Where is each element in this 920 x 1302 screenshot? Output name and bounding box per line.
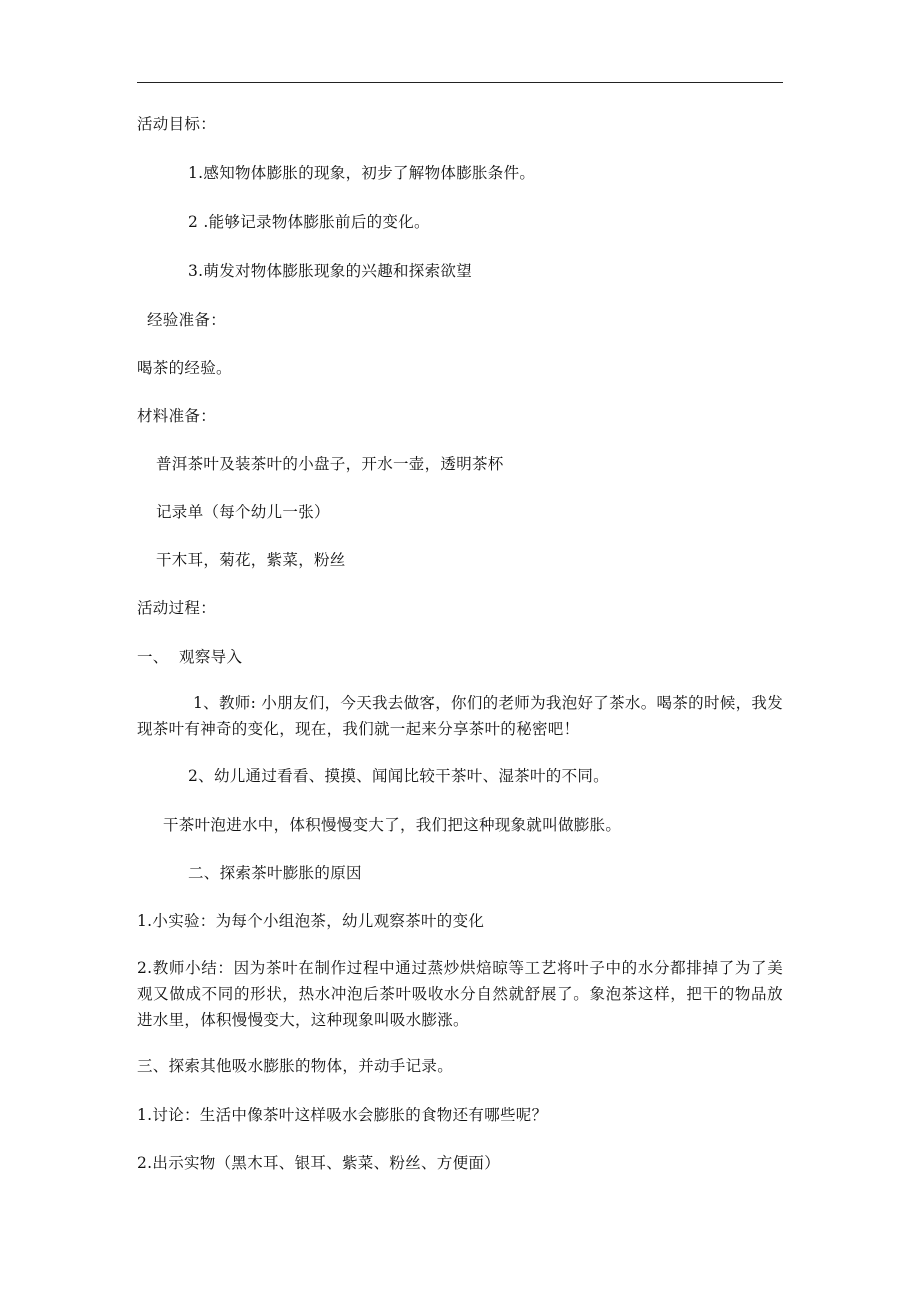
section-2-title: 二、探索茶叶膨胀的原因 (188, 864, 362, 882)
step-2-2: 2.教师小结：因为茶叶在制作过程中通过蒸炒烘焙晾等工艺将叶子中的水分都排掉了为了美观又做成不同的形状，热水冲泡后茶叶吸收水分自然就舒展了。象泡茶这样，把干的物品放进水里，体积慢慢变大，这种现象叫吸水膨涨。 (137, 959, 783, 1029)
materials-heading: 材料准备： (137, 407, 217, 425)
step-3-1: 1.讨论：生活中像茶叶这样吸水会膨胀的食物还有哪些呢？ (137, 1106, 548, 1124)
material-item-3: 干木耳，菊花，紫菜，粉丝 (156, 551, 346, 569)
section-1-title: 一、 观察导入 (137, 648, 243, 666)
goals-heading: 活动目标： (137, 115, 217, 133)
step-1-2: 2、幼儿通过看看、摸摸、闻闻比较干茶叶、湿茶叶的不同。 (188, 767, 609, 785)
process-heading: 活动过程： (137, 599, 217, 617)
experience-text: 喝茶的经验。 (137, 359, 232, 377)
goal-item-1: 1.感知物体膨胀的现象，初步了解物体膨胀条件。 (188, 164, 536, 182)
header-rule (137, 82, 783, 83)
goal-item-3: 3.萌发对物体膨胀现象的兴趣和探索欲望 (188, 262, 472, 280)
section-3-title: 三、探索其他吸水膨胀的物体，并动手记录。 (137, 1057, 454, 1075)
goal-item-2: 2 .能够记录物体膨胀前后的变化。 (188, 213, 430, 231)
step-3-2: 2.出示实物（黑木耳、银耳、紫菜、粉丝、方便面） (137, 1154, 500, 1172)
experience-heading: 经验准备： (147, 311, 227, 329)
step-2-1: 1.小实验：为每个小组泡茶，幼儿观察茶叶的变化 (137, 912, 485, 930)
material-item-1: 普洱茶叶及装茶叶的小盘子，开水一壶，透明茶杯 (156, 455, 504, 473)
step-1-1: 1、教师: 小朋友们，今天我去做客，你们的老师为我泡好了茶水。喝茶的时候，我发现茶叶有神奇的变化，现在，我们就一起来分享茶叶的秘密吧！ (137, 694, 783, 738)
step-1-3: 干茶叶泡进水中，体积慢慢变大了，我们把这种现象就叫做膨胀。 (163, 816, 622, 834)
material-item-2: 记录单（每个幼儿一张） (156, 503, 330, 521)
